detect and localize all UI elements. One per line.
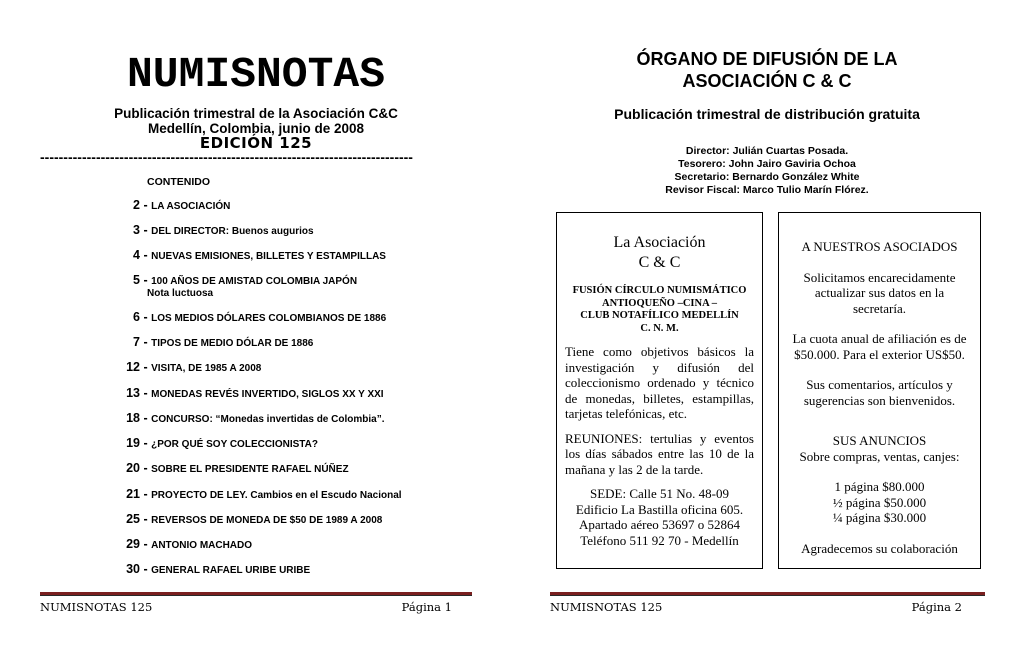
publication-subtitle: Publicación trimestral de la Asociación C&C	[114, 106, 398, 121]
footer-publication-2: NUMISNOTAS 125	[550, 600, 663, 614]
toc-title: SOBRE EL PRESIDENTE RAFAEL NÚÑEZ	[151, 464, 349, 475]
toc-page-number: 6	[133, 310, 140, 324]
toc-title: LA ASOCIACIÓN	[151, 201, 231, 212]
fusion-line-2: ANTIOQUEÑO –CINA –	[602, 297, 717, 309]
association-box	[556, 212, 763, 569]
toc-page-number: 21	[126, 487, 140, 501]
association-heading	[565, 233, 754, 273]
staff-tesorero: Tesorero: John Jairo Gaviria Ochoa	[678, 158, 856, 170]
toc-page-number: 29	[126, 537, 140, 551]
toc-separator: -	[140, 248, 152, 262]
footer-page-number-2: Página 2	[911, 600, 962, 614]
toc-entry	[90, 537, 470, 551]
ads-title: SUS ANUNCIOS	[832, 433, 927, 448]
toc-separator: -	[140, 223, 152, 237]
ad-price-full: 1 página $80.000	[834, 479, 925, 494]
toc-entry	[90, 335, 470, 349]
toc-title: TIPOS DE MEDIO DÓLAR DE 1886	[151, 338, 314, 349]
toc-title: NUEVAS EMISIONES, BILLETES Y ESTAMPILLAS	[151, 251, 386, 262]
toc-title: PROYECTO DE LEY.	[151, 490, 248, 501]
address-block	[565, 486, 754, 548]
fee-paragraph: La cuota anual de afiliación es de $50.000. Para el exterior US$50.	[792, 331, 967, 362]
toc-entry	[90, 360, 470, 374]
toc-page-number: 2	[133, 198, 140, 212]
toc-entry	[90, 512, 470, 526]
toc-separator: -	[140, 461, 152, 475]
fusion-line-3: CLUB NOTAFÍLICO MEDELLÍN	[580, 310, 739, 321]
toc-entry	[90, 223, 470, 237]
staff-list	[560, 145, 974, 197]
meetings-paragraph: REUNIONES: tertulias y eventos los días sábados entre las 10 de la mañana y las 2 de la tarde.	[565, 430, 754, 477]
staff-director: Director: Julián Cuartas Posada.	[685, 145, 849, 157]
masthead-title: NUMISNOTAS	[126, 50, 386, 99]
toc-entry	[90, 436, 470, 450]
toc-separator: -	[140, 273, 152, 287]
distribution-subtitle: Publicación trimestral de distribución gratuita	[614, 106, 920, 122]
toc-separator: -	[140, 436, 152, 450]
ad-price-half: ½ página $50.000	[832, 494, 927, 510]
organo-line-1: ÓRGANO DE DIFUSIÓN DE LA	[636, 49, 898, 69]
toc-separator: -	[140, 537, 152, 551]
toc-title-detail: Cambios en el Escudo Nacional	[247, 490, 402, 501]
toc-entry	[90, 386, 470, 400]
toc-page-number: 12	[126, 360, 140, 374]
thanks-text: Agradecemos su colaboración	[801, 540, 958, 556]
fusion-line-4: C. N. M.	[640, 322, 679, 334]
toc-separator: -	[140, 386, 152, 400]
toc-title: ¿POR QUÉ SOY COLECCIONISTA?	[151, 439, 318, 450]
toc-title-detail: “Monedas invertidas de Colombia”.	[212, 414, 385, 425]
footer-rule	[40, 592, 472, 596]
toc-entry	[90, 198, 470, 212]
toc-separator: -	[140, 487, 152, 501]
objectives-paragraph: Tiene como objetivos básicos la investigación y difusión del coleccionismo ordenado y técnico de monedas, billetes, estampillas, tarjetas telefónicas, etc.	[565, 344, 754, 421]
address-line-4: Teléfono 511 92 70 - Medellín	[580, 532, 739, 548]
address-line-2: Edificio La Bastilla oficina 605.	[575, 501, 744, 517]
fusion-text	[565, 285, 754, 335]
toc-entry	[90, 310, 470, 324]
organo-heading	[580, 48, 954, 92]
toc-separator: -	[140, 562, 152, 576]
update-data-paragraph: Solicitamos encarecidamente actualizar sus datos en la secretaría.	[803, 269, 956, 316]
contents-heading: CONTENIDO	[147, 176, 210, 188]
comments-paragraph: Sus comentarios, artículos y sugerencias son bienvenidos.	[803, 377, 956, 408]
staff-secretario: Secretario: Bernardo González White	[674, 171, 860, 183]
toc-title: MONEDAS REVÉS INVERTIDO, SIGLOS XX Y XXI	[151, 389, 384, 400]
association-heading-line-2: C & C	[638, 254, 681, 271]
footer-page-number: Página 1	[401, 600, 452, 614]
toc-page-number: 20	[126, 461, 140, 475]
toc-page-number: 13	[126, 386, 140, 400]
toc-separator: -	[140, 411, 152, 425]
toc-entry	[90, 487, 470, 501]
toc-title: DEL DIRECTOR:	[151, 226, 230, 237]
toc-title: VISITA, DE 1985 A 2008	[151, 363, 262, 374]
toc-page-number: 18	[126, 411, 140, 425]
toc-title: 100 AÑOS DE AMISTAD COLOMBIA JAPÓN	[151, 276, 358, 287]
members-heading: A NUESTROS ASOCIADOS	[801, 239, 958, 254]
toc-separator: -	[140, 198, 152, 212]
toc-page-number: 7	[133, 335, 140, 349]
toc-title: LOS MEDIOS DÓLARES COLOMBIANOS DE 1886	[151, 313, 387, 324]
toc-page-number: 3	[133, 223, 140, 237]
toc-note: Nota luctuosa	[147, 288, 214, 299]
association-heading-line-1: La Asociación	[613, 234, 706, 251]
toc-page-number: 5	[133, 273, 140, 287]
toc-page-number: 4	[133, 248, 140, 262]
toc-title: GENERAL RAFAEL URIBE URIBE	[151, 565, 311, 576]
toc-entry	[90, 461, 470, 475]
toc-separator: -	[140, 310, 152, 324]
toc-title-detail: Buenos augurios	[229, 226, 314, 237]
members-box	[778, 212, 981, 569]
toc-page-number: 25	[126, 512, 140, 526]
ads-subtitle: Sobre compras, ventas, canjes:	[799, 448, 960, 464]
footer-rule-2	[550, 592, 985, 596]
fusion-line-1: FUSIÓN CÍRCULO NUMISMÁTICO	[572, 285, 747, 296]
dashed-divider: --------------------------------------------------------------------------------	[40, 149, 413, 165]
toc-separator: -	[140, 512, 152, 526]
footer-publication: NUMISNOTAS 125	[40, 600, 153, 614]
toc-entry	[90, 248, 470, 262]
toc-separator: -	[140, 360, 152, 374]
toc-entry	[90, 562, 470, 576]
toc-title: CONCURSO:	[151, 414, 213, 425]
toc-separator: -	[140, 335, 152, 349]
address-line-1: SEDE: Calle 51 No. 48-09	[589, 486, 729, 501]
toc-entry	[90, 411, 470, 425]
toc-title: ANTONIO MACHADO	[151, 540, 253, 551]
ad-price-quarter: ¼ página $30.000	[832, 510, 927, 525]
publication-place-date: Medellín, Colombia, junio de 2008	[147, 121, 365, 136]
address-line-3: Apartado aéreo 53697 o 52864	[578, 517, 740, 532]
staff-revisor: Revisor Fiscal: Marco Tulio Marín Flórez.	[665, 184, 869, 196]
organo-line-2: ASOCIACIÓN C & C	[682, 71, 852, 91]
toc-page-number: 19	[126, 436, 140, 450]
toc-entry	[90, 273, 470, 287]
edition-label: EDICIÓN 125	[199, 134, 313, 152]
toc-title: REVERSOS DE MONEDA DE $50 DE 1989 A 2008	[151, 515, 383, 526]
toc-page-number: 30	[126, 562, 140, 576]
